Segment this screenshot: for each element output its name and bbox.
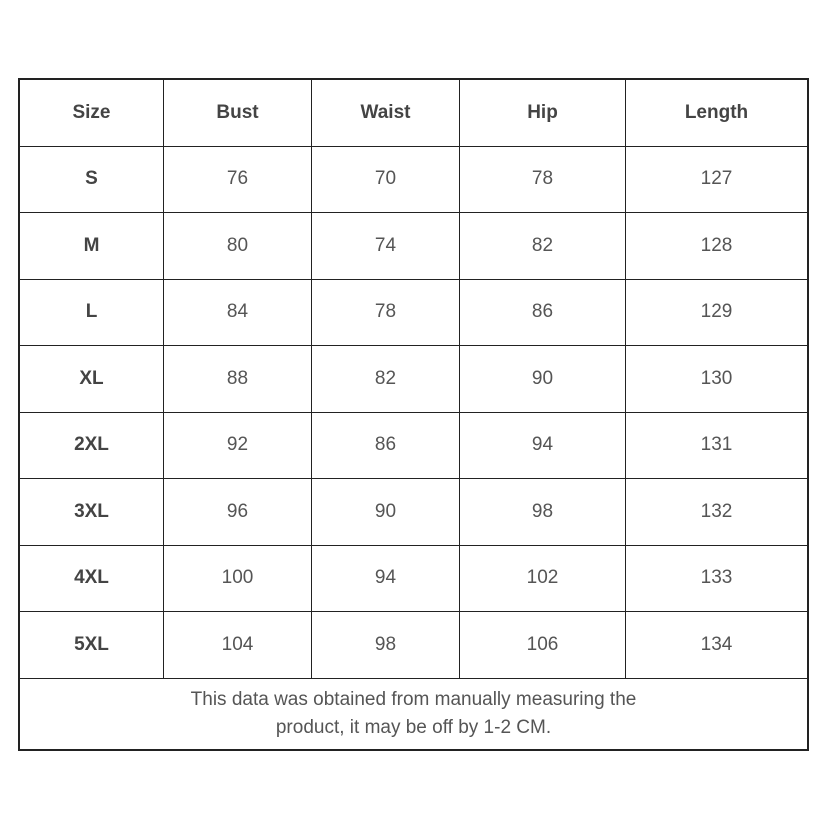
row-5xl-length: 134 xyxy=(626,612,807,679)
row-2xl-size: 2XL xyxy=(20,413,164,480)
row-xl-length: 130 xyxy=(626,346,807,413)
row-5xl-waist: 98 xyxy=(312,612,460,679)
row-3xl-size: 3XL xyxy=(20,479,164,546)
header-bust: Bust xyxy=(164,80,312,147)
row-3xl-waist: 90 xyxy=(312,479,460,546)
row-xl-size: XL xyxy=(20,346,164,413)
row-m-waist: 74 xyxy=(312,213,460,280)
row-xl-waist: 82 xyxy=(312,346,460,413)
row-4xl-length: 133 xyxy=(626,546,807,613)
row-m-length: 128 xyxy=(626,213,807,280)
row-2xl-length: 131 xyxy=(626,413,807,480)
row-l-length: 129 xyxy=(626,280,807,347)
row-m-size: M xyxy=(20,213,164,280)
row-4xl-waist: 94 xyxy=(312,546,460,613)
row-m-bust: 80 xyxy=(164,213,312,280)
row-5xl-hip: 106 xyxy=(460,612,626,679)
row-s-bust: 76 xyxy=(164,147,312,214)
row-l-size: L xyxy=(20,280,164,347)
row-m-hip: 82 xyxy=(460,213,626,280)
row-l-bust: 84 xyxy=(164,280,312,347)
measurement-note-line1: This data was obtained from manually measuring the xyxy=(190,688,637,710)
size-chart-table xyxy=(18,78,809,751)
header-waist: Waist xyxy=(312,80,460,147)
row-2xl-hip: 94 xyxy=(460,413,626,480)
row-s-hip: 78 xyxy=(460,147,626,214)
row-s-waist: 70 xyxy=(312,147,460,214)
row-4xl-size: 4XL xyxy=(20,546,164,613)
row-3xl-bust: 96 xyxy=(164,479,312,546)
row-4xl-bust: 100 xyxy=(164,546,312,613)
row-3xl-hip: 98 xyxy=(460,479,626,546)
measurement-note-line2: product, it may be off by 1-2 CM. xyxy=(275,716,552,738)
header-hip: Hip xyxy=(460,80,626,147)
row-l-hip: 86 xyxy=(460,280,626,347)
row-5xl-size: 5XL xyxy=(20,612,164,679)
row-xl-bust: 88 xyxy=(164,346,312,413)
row-xl-hip: 90 xyxy=(460,346,626,413)
measurement-note xyxy=(20,679,807,750)
row-3xl-length: 132 xyxy=(626,479,807,546)
row-2xl-bust: 92 xyxy=(164,413,312,480)
header-size: Size xyxy=(20,80,164,147)
row-s-size: S xyxy=(20,147,164,214)
header-length: Length xyxy=(626,80,807,147)
row-l-waist: 78 xyxy=(312,280,460,347)
row-5xl-bust: 104 xyxy=(164,612,312,679)
row-4xl-hip: 102 xyxy=(460,546,626,613)
row-s-length: 127 xyxy=(626,147,807,214)
row-2xl-waist: 86 xyxy=(312,413,460,480)
